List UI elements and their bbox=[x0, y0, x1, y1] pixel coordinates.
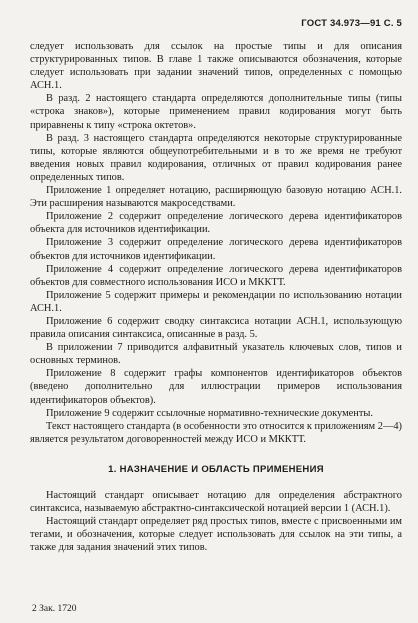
page-header bbox=[301, 18, 402, 29]
paragraph: Приложение 6 содержит сводку синтаксиса нотации АСН.1, использующую правила описания синтаксиса, описанные в разд. 5. bbox=[30, 315, 402, 341]
paragraph: Приложение 5 содержит примеры и рекомендации по использованию нотации АСН.1. bbox=[30, 289, 402, 314]
paragraph: Приложение 9 содержит ссылочные нормативно-технические документы. bbox=[46, 407, 373, 419]
paragraph: Приложение 1 определяет нотацию, расширяющую базовую нотацию АСН.1. Эти расширения называются макроседствами. bbox=[30, 185, 402, 210]
paragraph: Настоящий стандарт описывает нотацию для определения абстрактного синтаксиса, называемую абстрактно-синтаксической нотацией версии 1 (АСН.1). bbox=[30, 490, 402, 515]
document-body bbox=[30, 40, 402, 554]
paragraph: Настоящий стандарт определяет ряд простых типов, вместе с присвоенными им тегами, и обозначения, которые следует использовать для ссылок на эти типы, а также для задания значений этих типов. bbox=[30, 516, 402, 554]
footer-note: 2 Зак. 1720 bbox=[32, 604, 77, 614]
paragraph: В разд. 3 настоящего стандарта определяются некоторые структурированные типы, которые являются общеупотребительными и в то же время не требуют введения новых правил кодирования, отличных от правил кодирования ранее определенных типов. bbox=[30, 132, 402, 183]
paragraph: Приложение 8 содержит графы компонентов идентификаторов объектов (введено дополнительно для иллюстрации примеров использования идентификаторов объектов). bbox=[30, 368, 402, 406]
section-title: 1. НАЗНАЧЕНИЕ И ОБЛАСТЬ ПРИМЕНЕНИЯ bbox=[108, 463, 324, 475]
paragraph: Приложение 4 содержит определение логического дерева идентификаторов объектов для совместного использования ИСО и МККТТ. bbox=[30, 263, 402, 288]
paragraph: следует использовать для ссылок на простые типы и для описания структурированных типов. В главе 1 также описываются обозначения, которые следует использовать при задании значений типов, определенных с помощью АСН.1. bbox=[30, 41, 402, 92]
paragraph: Текст настоящего стандарта (в особенности это относится к приложениям 2—4) является результатом договоренностей между ИСО и МККТТ. bbox=[30, 420, 402, 445]
paragraph: Приложение 2 содержит определение логического дерева идентификаторов объекта для источников идентификации. bbox=[30, 211, 402, 236]
page-number: 5 bbox=[396, 18, 402, 29]
intro-text bbox=[30, 40, 402, 446]
paragraph: В разд. 2 настоящего стандарта определяются дополнительные типы (типы «строка знаков»), которые применением правил кодирования могут быть приравнены к типу «строка октетов». bbox=[30, 93, 402, 131]
paragraph: Приложение 3 содержит определение логического дерева идентификаторов объектов для источников идентификации. bbox=[30, 237, 402, 262]
paragraph: В приложении 7 приводится алфавитный указатель ключевых слов, типов и основных терминов. bbox=[30, 342, 402, 367]
document-code: ГОСТ 34.973—91 С. bbox=[301, 18, 394, 29]
section-text bbox=[30, 489, 402, 554]
